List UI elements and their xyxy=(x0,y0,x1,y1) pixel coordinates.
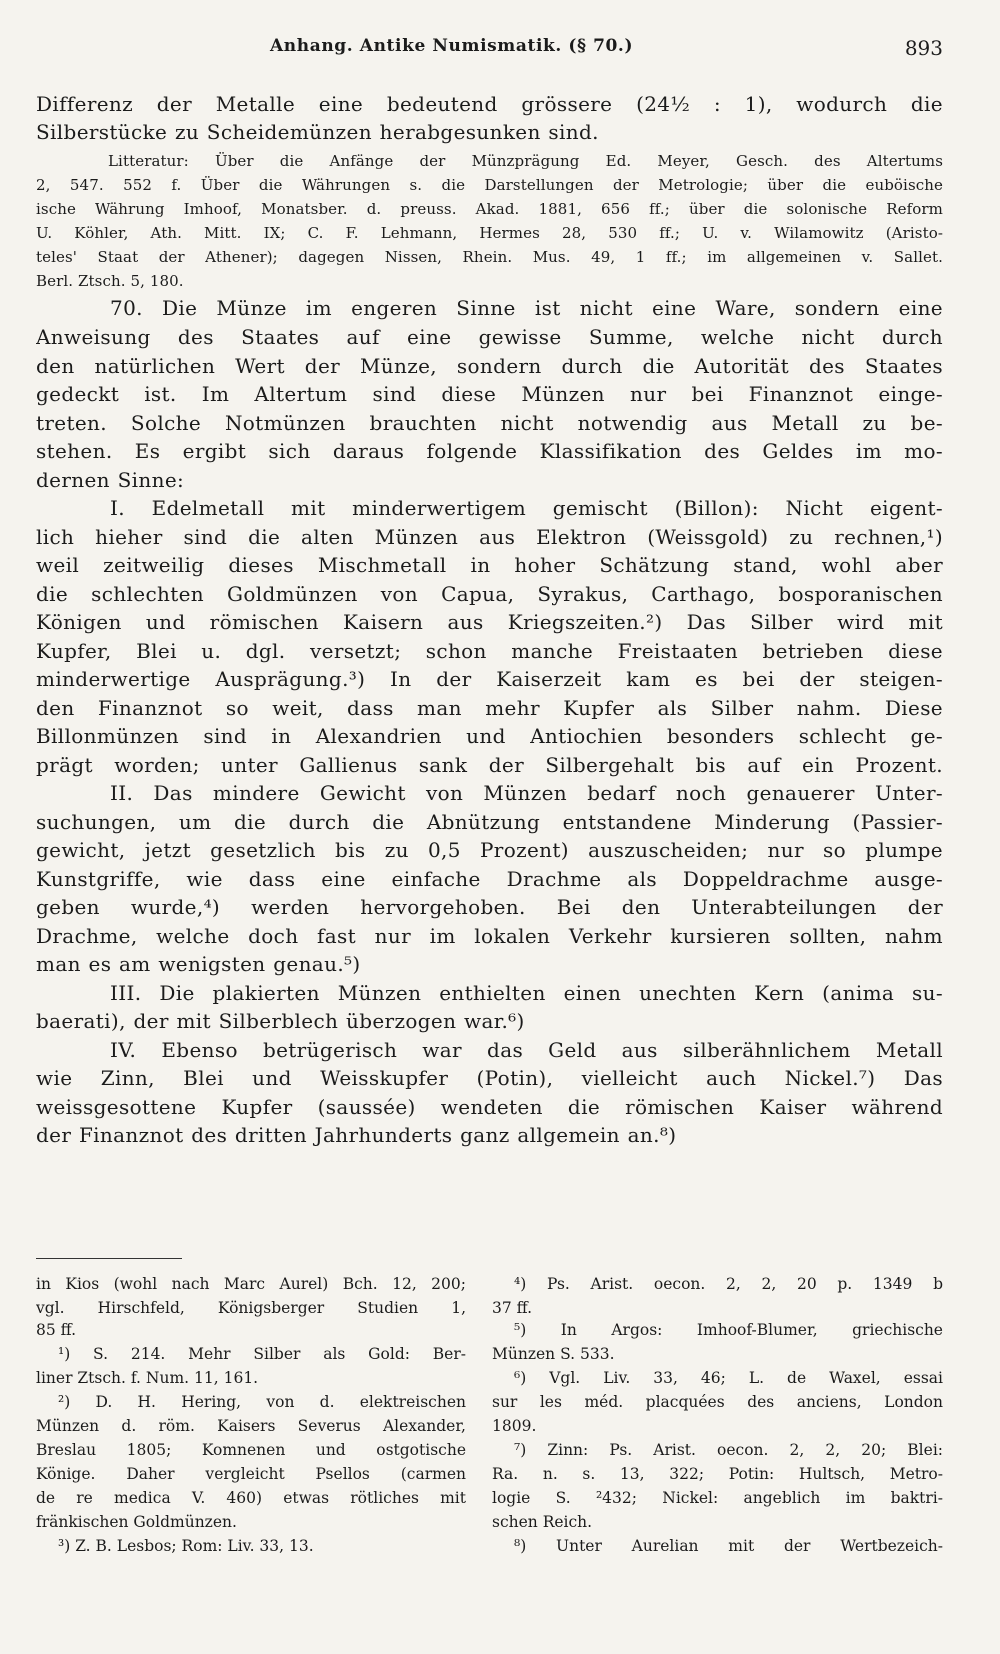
body-line: weil zeitweilig dieses Mischmetall in hoher Schätzung stand, wohl aber xyxy=(36,553,943,577)
footnote-left-line: Könige. Daher vergleicht Psellos (carmen xyxy=(36,1465,466,1483)
footnote-left-line: vgl. Hirschfeld, Königsberger Studien 1, xyxy=(36,1299,466,1317)
body-line: geben wurde,⁴) werden hervorgehoben. Bei den Unterabteilungen der xyxy=(36,895,943,919)
running-title: Anhang. Antike Numismatik. (§ 70.) xyxy=(270,36,634,56)
item-II-first-line: II. Das mindere Gewicht von Münzen bedarf noch genauerer Unter- xyxy=(110,781,943,805)
body-line: suchungen, um die durch die Abnützung entstandene Minderung (Passier- xyxy=(36,810,943,834)
footnote-separator xyxy=(36,1258,182,1259)
footnote-right-line: sur les méd. placquées des anciens, London xyxy=(492,1393,943,1411)
body-line: man es am wenigsten genau.⁵) xyxy=(36,952,361,976)
body-line: prägt worden; unter Gallienus sank der Silbergehalt bis auf ein Prozent. xyxy=(36,753,943,777)
footnote-left-line: Breslau 1805; Komnenen und ostgotische xyxy=(36,1441,466,1459)
body-line: wie Zinn, Blei und Weisskupfer (Potin), vielleicht auch Nickel.⁷) Das xyxy=(36,1066,943,1090)
literature-line: Litteratur: Über die Anfänge der Münzprägung Ed. Meyer, Gesch. des Altertums xyxy=(108,152,943,170)
body-line: Differenz der Metalle eine bedeutend grössere (24½ : 1), wodurch die xyxy=(36,92,943,116)
body-line: den Finanznot so weit, dass man mehr Kupfer als Silber nahm. Diese xyxy=(36,696,943,720)
page-header xyxy=(36,36,943,64)
footnote-right-line: ⁷) Zinn: Ps. Arist. oecon. 2, 2, 20; Blei: xyxy=(514,1441,943,1459)
body-line: dernen Sinne: xyxy=(36,468,185,492)
literature-line: 2, 547. 552 f. Über die Währungen s. die Darstellungen der Metrologie; über die euböische xyxy=(36,176,943,194)
footnote-left-line: ³) Z. B. Lesbos; Rom: Liv. 33, 13. xyxy=(58,1537,314,1555)
body-line: der Finanznot des dritten Jahrhunderts ganz allgemein an.⁸) xyxy=(36,1123,677,1147)
footnote-right-line: ⁴) Ps. Arist. oecon. 2, 2, 20 p. 1349 b xyxy=(514,1275,943,1293)
footnote-left-line: liner Ztsch. f. Num. 11, 161. xyxy=(36,1369,259,1387)
footnote-left-line: 85 ff. xyxy=(36,1321,77,1339)
body-line: stehen. Es ergibt sich daraus folgende Klassifikation des Geldes im mo- xyxy=(36,439,943,463)
footnote-right-line: schen Reich. xyxy=(492,1513,593,1531)
body-line: Anweisung des Staates auf eine gewisse Summe, welche nicht durch xyxy=(36,325,943,349)
literature-line: ische Währung Imhoof, Monatsber. d. preuss. Akad. 1881, 656 ff.; über die solonische Reform xyxy=(36,200,943,218)
body-line: gewicht, jetzt gesetzlich bis zu 0,5 Prozent) auszuscheiden; nur so plumpe xyxy=(36,838,943,862)
footnote-left-line: Münzen d. röm. Kaisers Severus Alexander, xyxy=(36,1417,466,1435)
item-I-first-line: I. Edelmetall mit minderwertigem gemischt (Billon): Nicht eigent- xyxy=(110,496,943,520)
footnote-right-line: ⁵) In Argos: Imhoof-Blumer, griechische xyxy=(514,1321,943,1339)
footnote-right-line: Münzen S. 533. xyxy=(492,1345,615,1363)
footnote-right-line: 37 ff. xyxy=(492,1299,533,1317)
body-line: Kupfer, Blei u. dgl. versetzt; schon manche Freistaaten betrieben diese xyxy=(36,639,943,663)
literature-line: Berl. Ztsch. 5, 180. xyxy=(36,272,184,290)
body-line: gedeckt ist. Im Altertum sind diese Münzen nur bei Finanznot einge- xyxy=(36,382,943,406)
body-line: Königen und römischen Kaisern aus Kriegszeiten.²) Das Silber wird mit xyxy=(36,610,943,634)
body-line: die schlechten Goldmünzen von Capua, Syrakus, Carthago, bosporanischen xyxy=(36,582,943,606)
body-line: treten. Solche Notmünzen brauchten nicht notwendig aus Metall zu be- xyxy=(36,411,943,435)
footnote-left-line: de re medica V. 460) etwas rötliches mit xyxy=(36,1489,466,1507)
body-line: Drachme, welche doch fast nur im lokalen Verkehr kursieren sollten, nahm xyxy=(36,924,943,948)
page-number: 893 xyxy=(904,36,943,60)
literature-line: teles' Staat der Athener); dagegen Nissen, Rhein. Mus. 49, 1 ff.; im allgemeinen v. Sallet. xyxy=(36,248,943,266)
item-III-first-line: III. Die plakierten Münzen enthielten einen unechten Kern (anima su- xyxy=(110,981,943,1005)
body-line: Silberstücke zu Scheidemünzen herabgesunken sind. xyxy=(36,120,599,144)
footnote-right-line: ⁶) Vgl. Liv. 33, 46; L. de Waxel, essai xyxy=(514,1369,943,1387)
footnote-right-line: Ra. n. s. 13, 322; Potin: Hultsch, Metro- xyxy=(492,1465,943,1483)
footnote-left-line: ²) D. H. Hering, von d. elektreischen xyxy=(58,1393,466,1411)
footnote-left-line: fränkischen Goldmünzen. xyxy=(36,1513,237,1531)
literature-line: U. Köhler, Ath. Mitt. IX; C. F. Lehmann, Hermes 28, 530 ff.; U. v. Wilamowitz (Aristo- xyxy=(36,224,943,242)
body-line: Billonmünzen sind in Alexandrien und Antiochien besonders schlecht ge- xyxy=(36,724,943,748)
body-line: baerati), der mit Silberblech überzogen war.⁶) xyxy=(36,1009,525,1033)
body-line: minderwertige Ausprägung.³) In der Kaiserzeit kam es bei der steigen- xyxy=(36,667,943,691)
section-70-first-line: 70. Die Münze im engeren Sinne ist nicht eine Ware, sondern eine xyxy=(110,296,943,320)
item-IV-first-line: IV. Ebenso betrügerisch war das Geld aus silberähnlichem Metall xyxy=(110,1038,943,1062)
footnote-left-line: in Kios (wohl nach Marc Aurel) Bch. 12, 200; xyxy=(36,1275,466,1293)
body-line: weissgesottene Kupfer (saussée) wendeten die römischen Kaiser während xyxy=(36,1095,943,1119)
body-line: den natürlichen Wert der Münze, sondern durch die Autorität des Staates xyxy=(36,354,943,378)
footnote-right-line: logie S. ²432; Nickel: angeblich im baktri- xyxy=(492,1489,943,1507)
body-line: Kunstgriffe, wie dass eine einfache Drachme als Doppeldrachme ausge- xyxy=(36,867,943,891)
footnote-right-line: ⁸) Unter Aurelian mit der Wertbezeich- xyxy=(514,1537,943,1555)
footnote-left-line: ¹) S. 214. Mehr Silber als Gold: Ber- xyxy=(58,1345,466,1363)
body-line: lich hieher sind die alten Münzen aus Elektron (Weissgold) zu rechnen,¹) xyxy=(36,525,943,549)
footnote-right-line: 1809. xyxy=(492,1417,537,1435)
